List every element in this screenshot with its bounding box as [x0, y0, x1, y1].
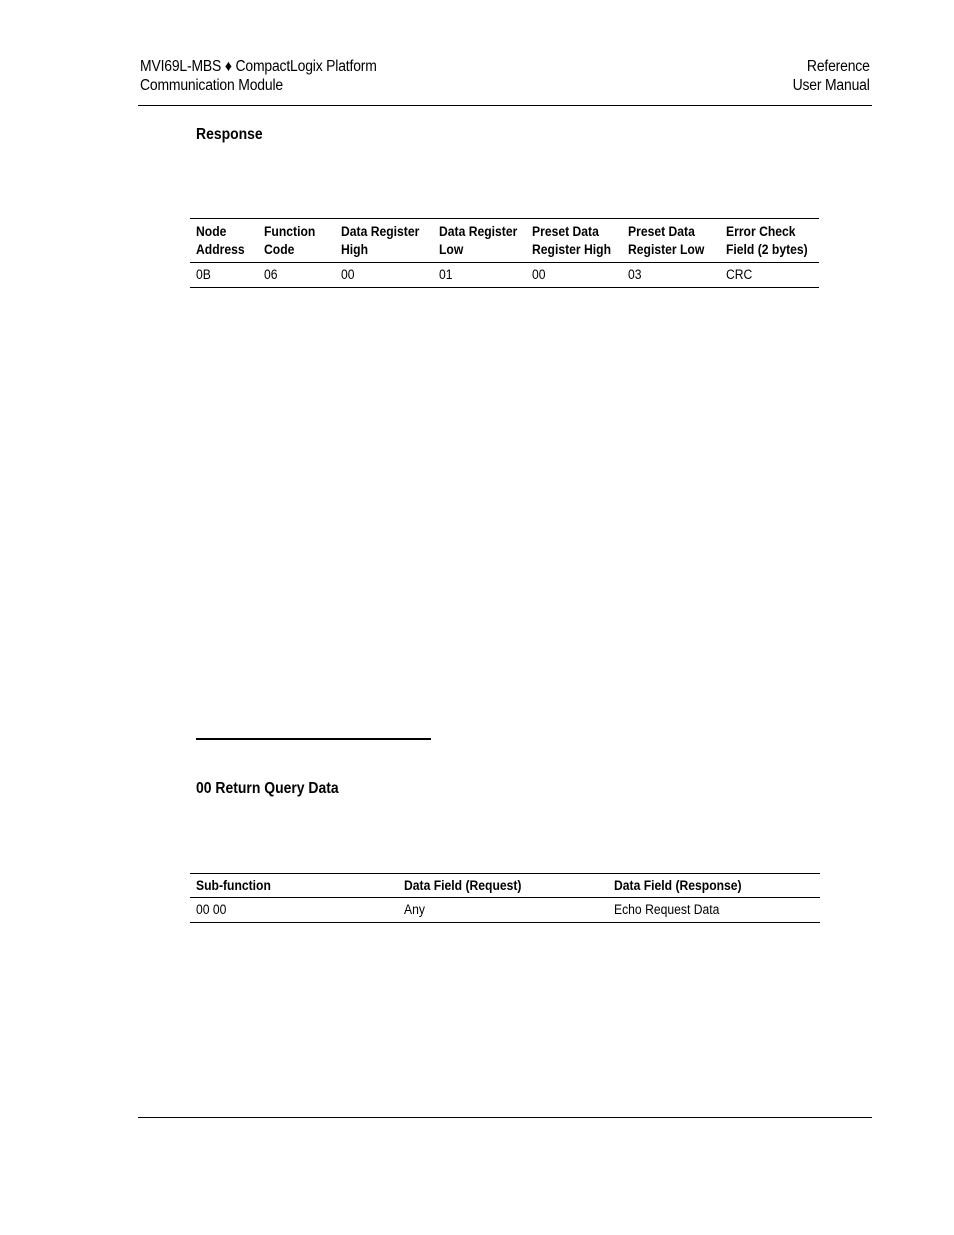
- column-header-function-code: Function Code: [258, 219, 335, 263]
- response-heading: Response: [196, 126, 263, 143]
- page-header-left: [140, 57, 377, 95]
- column-header-preset-data-register-low: Preset Data Register Low: [622, 219, 720, 263]
- table-row: [190, 898, 820, 923]
- table-row: [190, 263, 819, 288]
- table-cell: 0B: [196, 267, 211, 282]
- column-header-data-field-request: Data Field (Request): [398, 874, 608, 898]
- header-product-subtitle: Communication Module: [140, 77, 283, 94]
- column-header-node-address: Node Address: [190, 219, 258, 263]
- table-cell: 03: [627, 267, 642, 282]
- return-query-table: [190, 873, 820, 923]
- return-query-heading: 00 Return Query Data: [196, 780, 339, 797]
- column-header-data-register-high: Data Register High: [335, 219, 433, 263]
- footer-divider: [138, 1117, 872, 1118]
- table-header-row: [190, 219, 819, 263]
- table-header-row: [190, 874, 820, 898]
- response-table: [190, 218, 819, 288]
- table-cell: 00: [340, 267, 355, 282]
- column-header-error-check-field: Error Check Field (2 bytes): [720, 219, 819, 263]
- table-cell: 06: [263, 267, 278, 282]
- column-header-sub-function: Sub-function: [190, 874, 398, 898]
- column-header-preset-data-register-high: Preset Data Register High: [526, 219, 622, 263]
- table-cell: 01: [438, 267, 453, 282]
- table-cell: Echo Request Data: [614, 902, 720, 917]
- table-cell: 00: [531, 267, 546, 282]
- header-divider: [138, 105, 872, 106]
- header-doc-type: Reference: [807, 58, 870, 75]
- header-product-title: MVI69L-MBS ♦ CompactLogix Platform: [140, 58, 377, 75]
- page-header-right: [793, 57, 870, 95]
- header-manual-name: User Manual: [792, 77, 870, 94]
- table-cell: 00 00: [196, 902, 227, 917]
- column-header-data-field-response: Data Field (Response): [608, 874, 820, 898]
- section-separator: [196, 738, 431, 740]
- column-header-data-register-low: Data Register Low: [433, 219, 526, 263]
- table-cell: Any: [404, 902, 425, 917]
- table-cell: CRC: [725, 267, 753, 282]
